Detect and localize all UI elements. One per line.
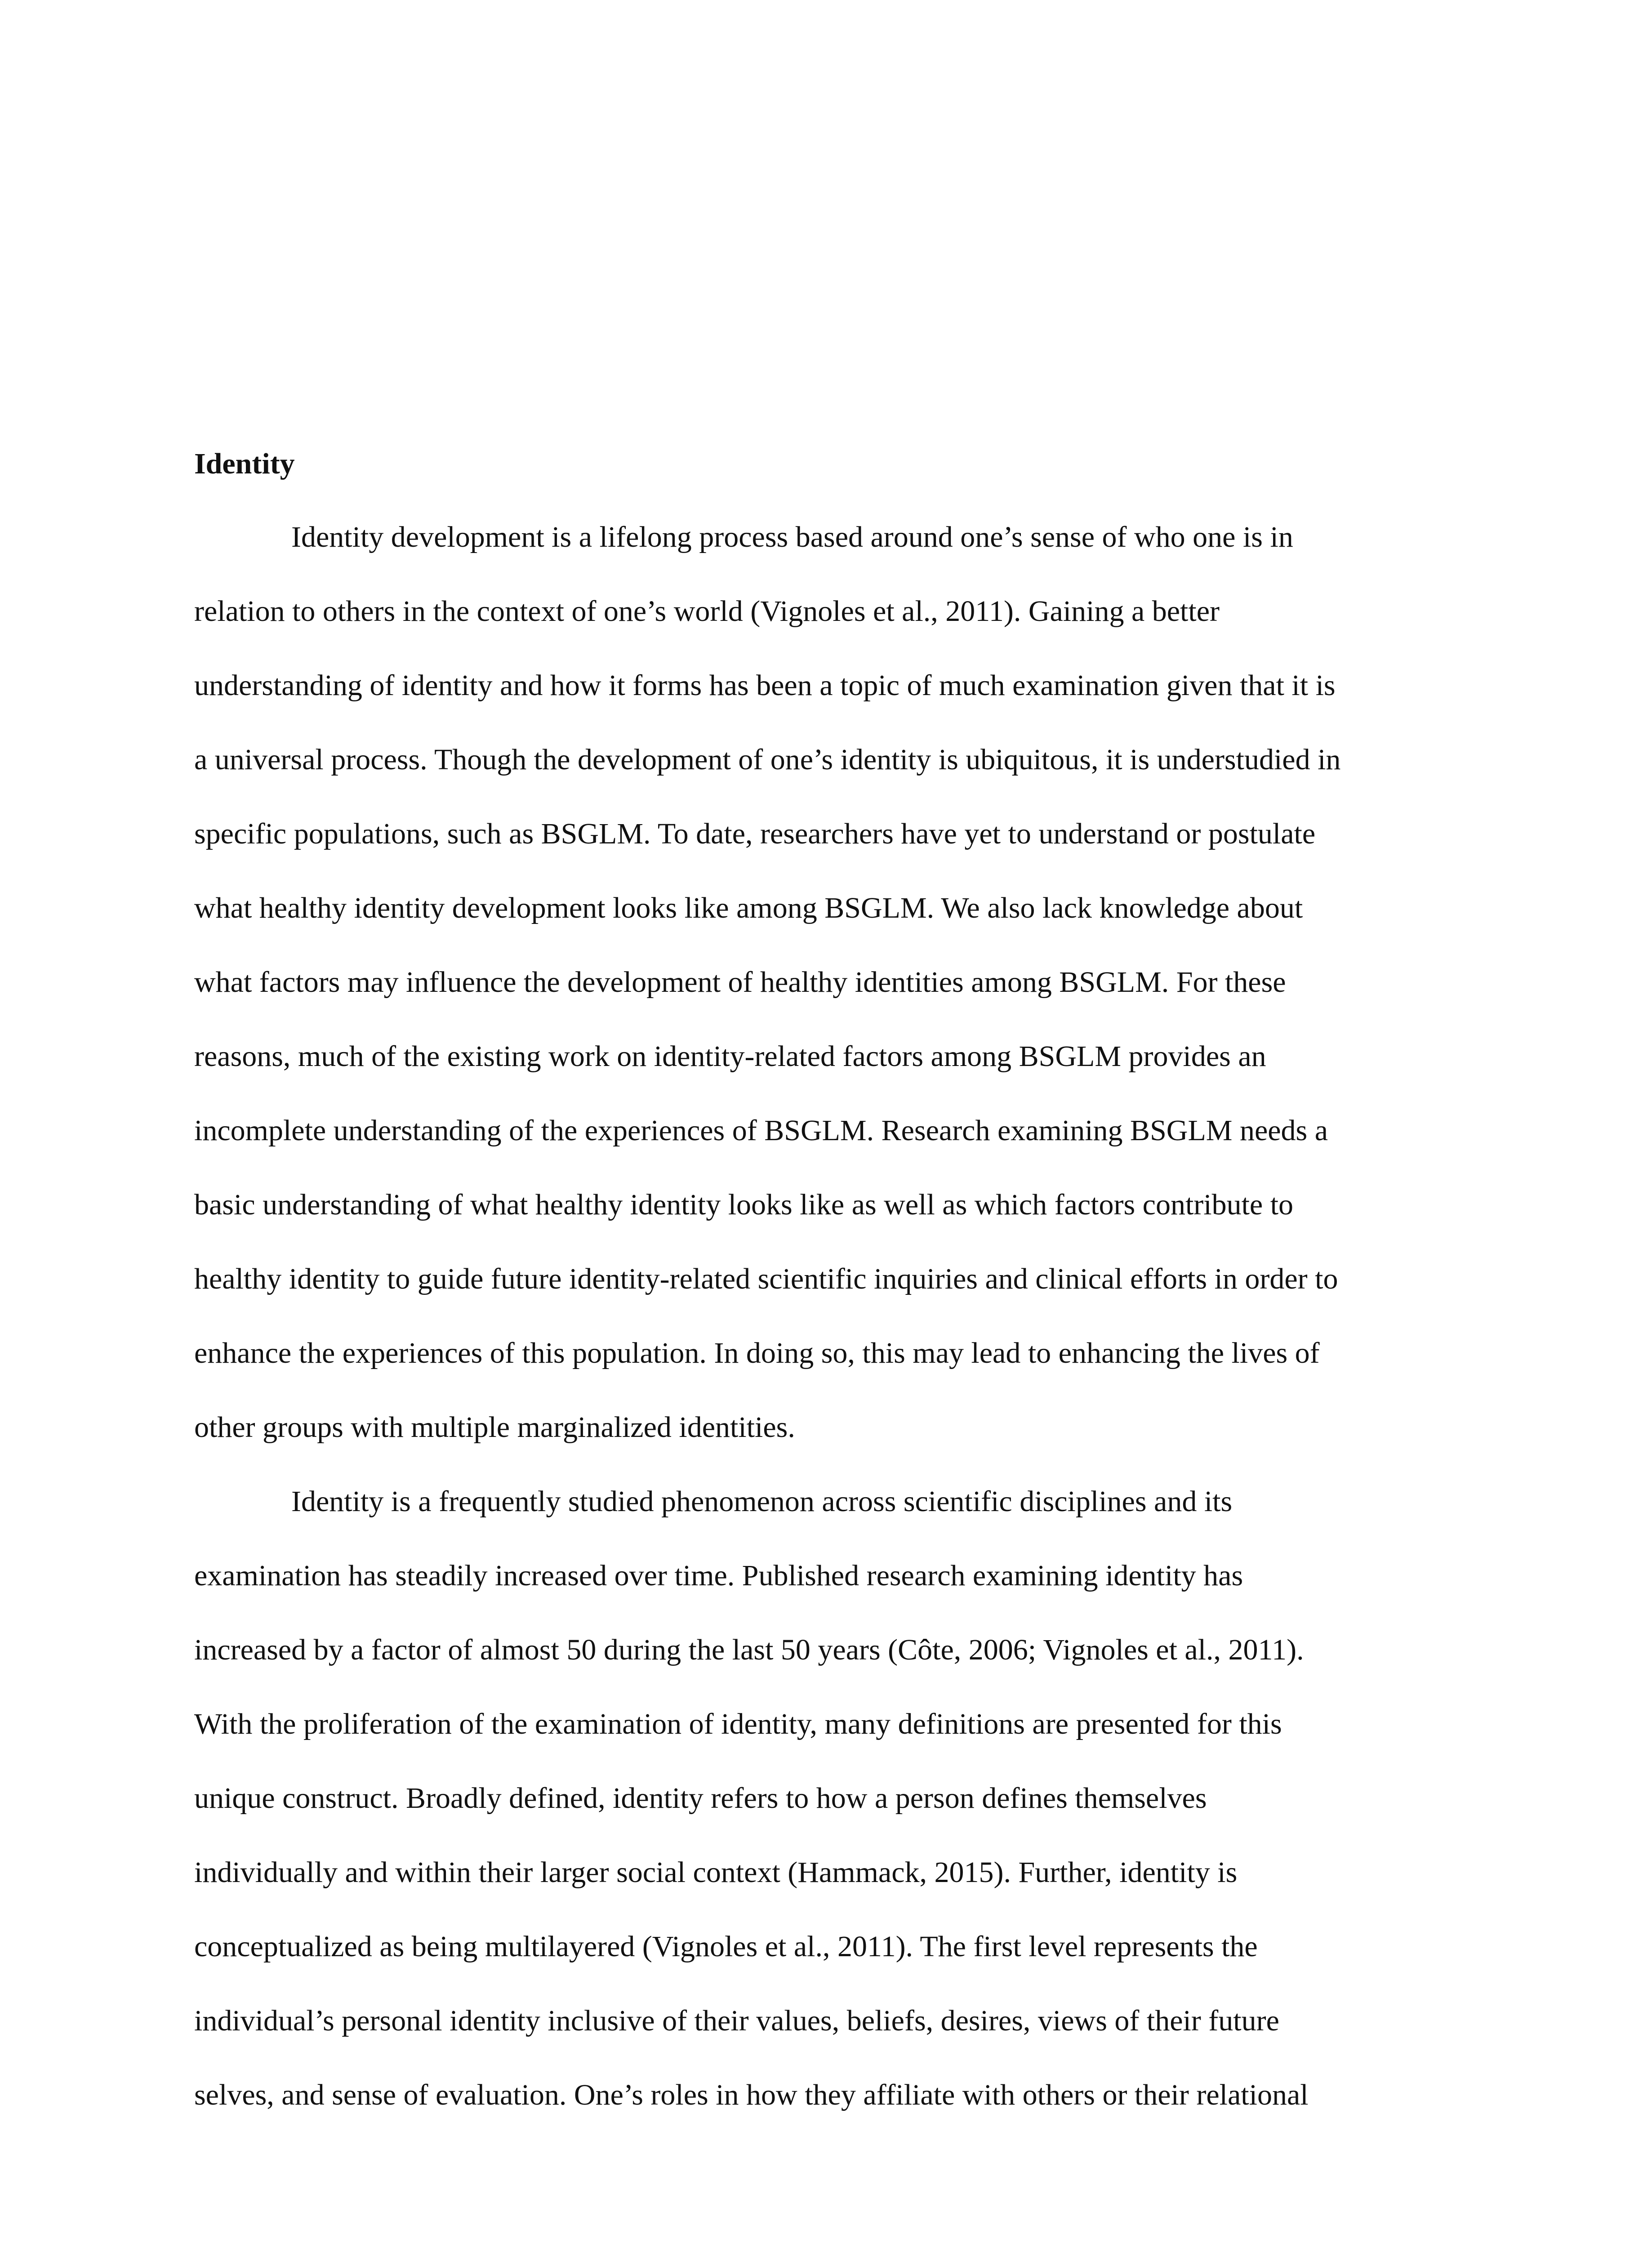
text-line: healthy identity to guide future identity-related scientific inquiries and clinical efforts in order to: [194, 1262, 1338, 1295]
text-line: what factors may influence the development of healthy identities among BSGLM. For these: [194, 966, 1286, 999]
paragraph-identity-phenomenon: [194, 1477, 1453, 2145]
section-heading: Identity: [194, 447, 295, 480]
text-line: other groups with multiple marginalized identities.: [194, 1411, 795, 1444]
text-line: relation to others in the context of one’s world (Vignoles et al., 2011). Gaining a better: [194, 595, 1220, 628]
text-line: understanding of identity and how it forms has been a topic of much examination given that it is: [194, 669, 1336, 702]
text-line: selves, and sense of evaluation. One’s roles in how they affiliate with others or their relational: [194, 2079, 1309, 2111]
text-line: individually and within their larger social context (Hammack, 2015). Further, identity is: [194, 1856, 1238, 1889]
text-line: what healthy identity development looks like among BSGLM. We also lack knowledge about: [194, 892, 1303, 924]
text-line: conceptualized as being multilayered (Vignoles et al., 2011). The first level represents the: [194, 1930, 1258, 1963]
text-line: unique construct. Broadly defined, identity refers to how a person defines themselves: [194, 1782, 1207, 1815]
text-line: basic understanding of what healthy identity looks like as well as which factors contribute to: [194, 1188, 1294, 1221]
text-line: incomplete understanding of the experiences of BSGLM. Research examining BSGLM needs a: [194, 1114, 1328, 1147]
text-line: reasons, much of the existing work on identity-related factors among BSGLM provides an: [194, 1040, 1266, 1073]
text-line: enhance the experiences of this population. In doing so, this may lead to enhancing the lives of: [194, 1337, 1320, 1369]
text-line: Identity development is a lifelong process based around one’s sense of who one is in: [291, 521, 1293, 553]
text-line: examination has steadily increased over time. Published research examining identity has: [194, 1559, 1243, 1592]
paragraph-identity-development: [194, 513, 1453, 1477]
text-line: specific populations, such as BSGLM. To date, researchers have yet to understand or postulate: [194, 817, 1316, 850]
text-line: With the proliferation of the examination of identity, many definitions are presented for this: [194, 1708, 1282, 1740]
text-line: increased by a factor of almost 50 during the last 50 years (Côte, 2006; Vignoles et al., 2011).: [194, 1633, 1304, 1666]
text-line: a universal process. Though the development of one’s identity is ubiquitous, it is understudied in: [194, 743, 1341, 776]
body-text: [194, 513, 1453, 2145]
text-line: Identity is a frequently studied phenomenon across scientific disciplines and its: [291, 1485, 1233, 1518]
text-line: individual’s personal identity inclusive of their values, beliefs, desires, views of their future: [194, 2004, 1279, 2037]
